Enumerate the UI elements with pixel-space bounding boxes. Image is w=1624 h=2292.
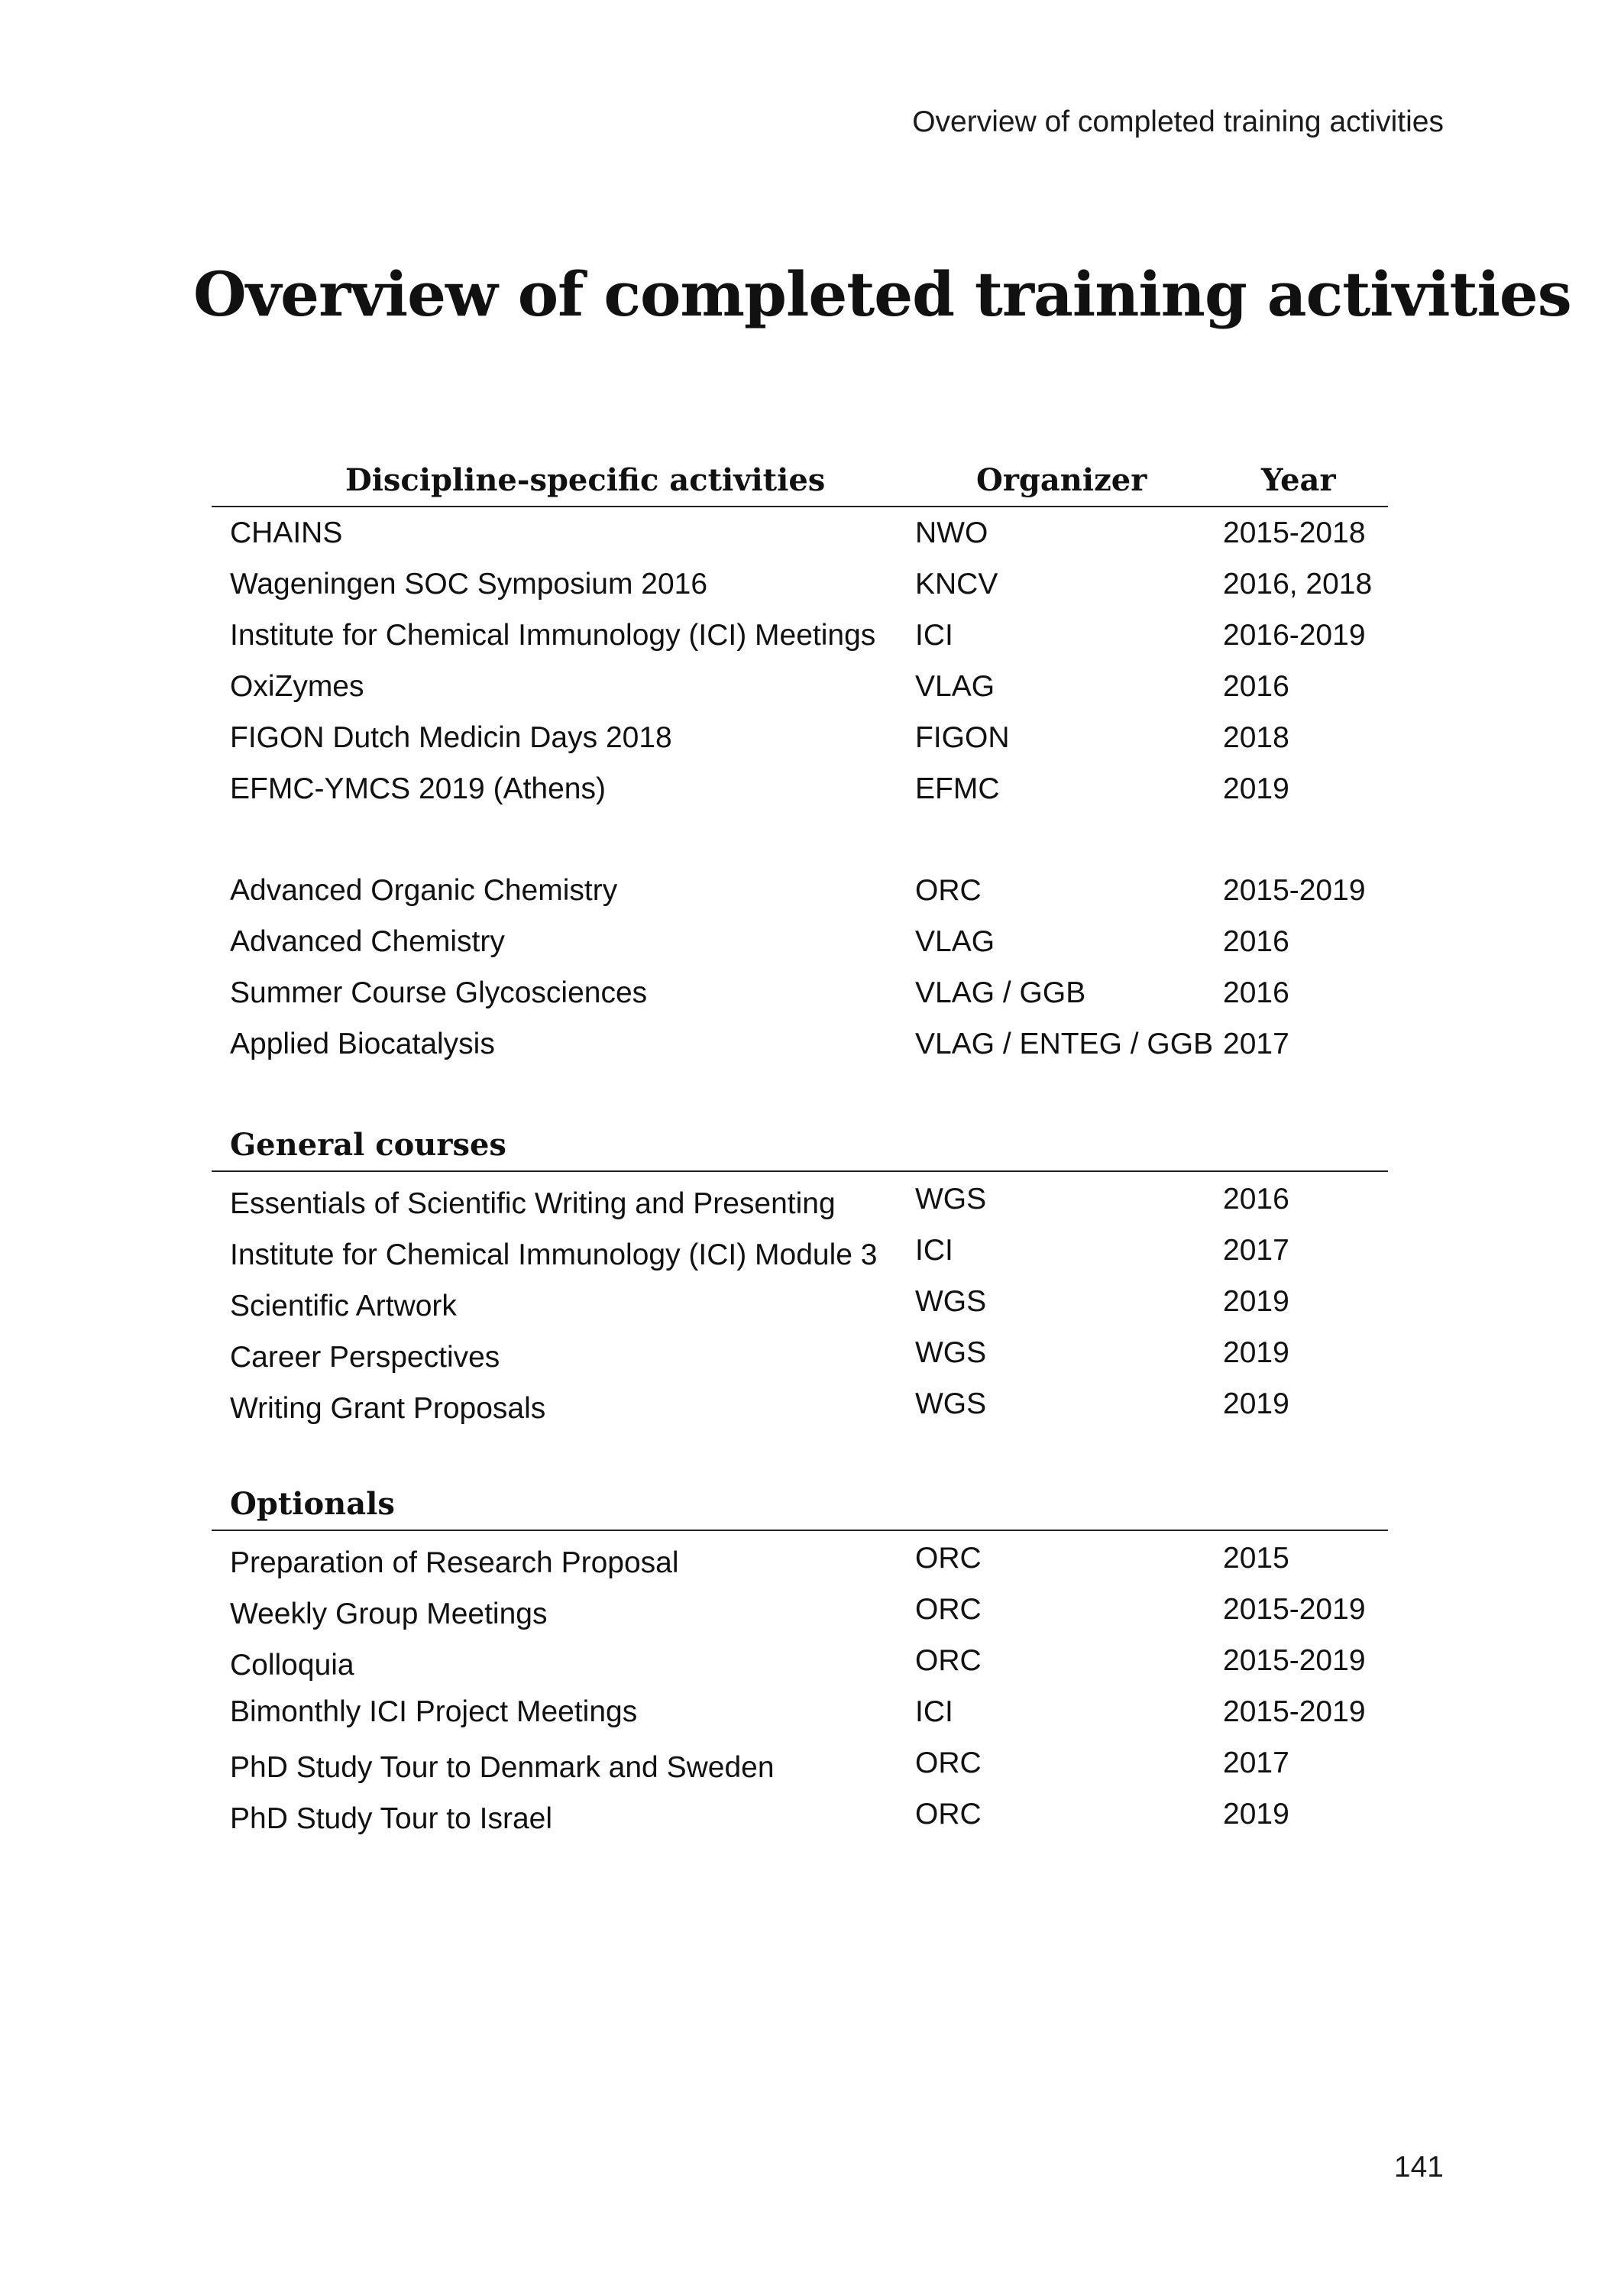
year-cell: 2015-2019 <box>1223 1644 1366 1677</box>
activity-cell: Colloquia <box>230 1649 354 1682</box>
organizer-cell: VLAG <box>915 925 995 958</box>
page-title: Overview of completed training activities <box>193 258 1571 330</box>
activity-cell: Essentials of Scientific Writing and Presenting <box>230 1187 836 1220</box>
year-cell: 2019 <box>1223 1798 1289 1831</box>
table-row <box>212 1695 1388 1741</box>
activity-cell: Career Perspectives <box>230 1341 500 1374</box>
table-row <box>212 619 1388 665</box>
activity-cell: Weekly Group Meetings <box>230 1598 548 1630</box>
activity-cell: Summer Course Glycosciences <box>230 976 648 1009</box>
organizer-cell: ORC <box>915 1644 982 1677</box>
organizer-cell: VLAG / GGB <box>915 976 1086 1009</box>
activity-cell: CHAINS <box>230 516 343 549</box>
organizer-cell: WGS <box>915 1183 987 1216</box>
organizer-cell: ORC <box>915 1593 982 1626</box>
year-cell: 2015 <box>1223 1542 1289 1575</box>
activity-cell: Applied Biocatalysis <box>230 1028 495 1060</box>
table-row <box>212 925 1388 971</box>
activity-cell: Wageningen SOC Symposium 2016 <box>230 568 708 601</box>
year-cell: 2017 <box>1223 1234 1289 1267</box>
year-cell: 2016, 2018 <box>1223 568 1373 601</box>
table-row <box>212 772 1388 818</box>
optionals-rule <box>212 1530 1388 1531</box>
table-row <box>212 721 1388 767</box>
year-cell: 2018 <box>1223 721 1289 754</box>
table-row <box>212 976 1388 1022</box>
organizer-cell: KNCV <box>915 568 998 601</box>
table-row <box>212 1644 1388 1690</box>
year-cell: 2015-2018 <box>1223 516 1366 549</box>
organizer-cell: EFMC <box>915 772 1000 805</box>
table-row <box>212 1542 1388 1588</box>
column-header-organizer: Organizer <box>976 462 1147 498</box>
organizer-cell: WGS <box>915 1336 987 1369</box>
organizer-cell: ORC <box>915 1798 982 1831</box>
activity-cell: PhD Study Tour to Israel <box>230 1802 552 1835</box>
year-cell: 2019 <box>1223 772 1289 805</box>
year-cell: 2016-2019 <box>1223 619 1366 652</box>
organizer-cell: NWO <box>915 516 988 549</box>
activity-cell: EFMC-YMCS 2019 (Athens) <box>230 772 606 805</box>
organizer-cell: WGS <box>915 1285 987 1318</box>
activity-cell: OxiZymes <box>230 670 364 703</box>
year-cell: 2015-2019 <box>1223 1695 1366 1728</box>
activity-cell: Preparation of Research Proposal <box>230 1546 679 1579</box>
table-row <box>212 1387 1388 1433</box>
column-header-activity: Discipline-specific activities <box>345 462 826 498</box>
organizer-cell: VLAG <box>915 670 995 703</box>
organizer-cell: ICI <box>915 1234 953 1267</box>
activity-cell: Advanced Organic Chemistry <box>230 874 618 907</box>
year-cell: 2017 <box>1223 1747 1289 1779</box>
table-row <box>212 670 1388 716</box>
year-cell: 2019 <box>1223 1285 1289 1318</box>
section-heading-optionals: Optionals <box>230 1486 395 1522</box>
year-cell: 2015-2019 <box>1223 1593 1366 1626</box>
page-number: 141 <box>1393 2151 1444 2184</box>
table-row <box>212 1747 1388 1792</box>
organizer-cell: ICI <box>915 1695 953 1728</box>
activity-cell: FIGON Dutch Medicin Days 2018 <box>230 721 672 754</box>
table-row <box>212 1183 1388 1229</box>
table-row <box>212 1336 1388 1382</box>
activity-cell: Institute for Chemical Immunology (ICI) Module 3 <box>230 1238 878 1271</box>
section-heading-general: General courses <box>230 1127 506 1163</box>
organizer-cell: ORC <box>915 874 982 907</box>
year-cell: 2016 <box>1223 976 1289 1009</box>
activity-cell: Institute for Chemical Immunology (ICI) Meetings <box>230 619 876 652</box>
organizer-cell: ICI <box>915 619 953 652</box>
activity-cell: Advanced Chemistry <box>230 925 505 958</box>
year-cell: 2019 <box>1223 1336 1289 1369</box>
table-row <box>212 516 1388 562</box>
activity-cell: PhD Study Tour to Denmark and Sweden <box>230 1751 775 1784</box>
table-row <box>212 1593 1388 1639</box>
table-row <box>212 568 1388 613</box>
organizer-cell: FIGON <box>915 721 1010 754</box>
year-cell: 2015-2019 <box>1223 874 1366 907</box>
header-rule <box>212 506 1388 507</box>
column-header-year: Year <box>1261 462 1336 498</box>
year-cell: 2016 <box>1223 1183 1289 1216</box>
table-row <box>212 1285 1388 1331</box>
activity-cell: Bimonthly ICI Project Meetings <box>230 1695 638 1728</box>
running-head: Overview of completed training activities <box>912 105 1444 138</box>
table-row <box>212 874 1388 920</box>
general-courses-rule <box>212 1170 1388 1172</box>
organizer-cell: VLAG / ENTEG / GGB <box>915 1028 1214 1060</box>
organizer-cell: WGS <box>915 1387 987 1420</box>
year-cell: 2019 <box>1223 1387 1289 1420</box>
table-row <box>212 1234 1388 1280</box>
activity-cell: Writing Grant Proposals <box>230 1392 546 1425</box>
year-cell: 2016 <box>1223 925 1289 958</box>
organizer-cell: ORC <box>915 1747 982 1779</box>
table-row <box>212 1798 1388 1844</box>
activity-cell: Scientific Artwork <box>230 1290 457 1322</box>
year-cell: 2016 <box>1223 670 1289 703</box>
table-row <box>212 1028 1388 1073</box>
organizer-cell: ORC <box>915 1542 982 1575</box>
year-cell: 2017 <box>1223 1028 1289 1060</box>
